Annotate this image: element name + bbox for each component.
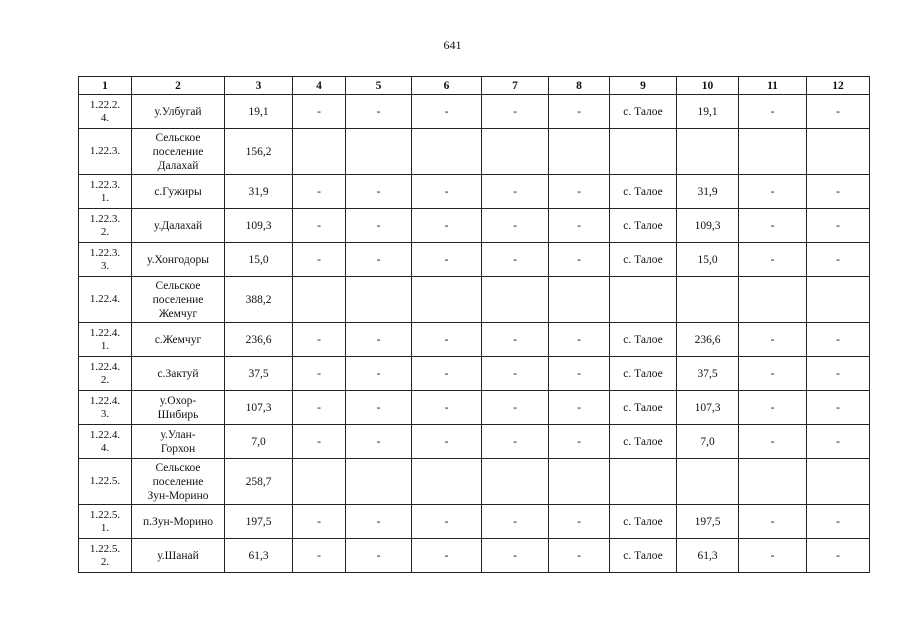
table-cell-col-11: - — [739, 323, 807, 357]
table-cell-col-1: 1.22.4. 3. — [79, 391, 132, 425]
table-cell-col-12: - — [807, 505, 870, 539]
table-cell-col-12: - — [807, 243, 870, 277]
table-row-settlement-group — [79, 459, 870, 505]
table-cell-col-8: - — [549, 539, 610, 573]
table-cell-col-12 — [807, 129, 870, 175]
table-cell-col-6: - — [412, 357, 482, 391]
table-cell-col-7: - — [482, 209, 549, 243]
table-cell-col-6 — [412, 277, 482, 323]
table-cell-col-12: - — [807, 391, 870, 425]
col-header-3: 3 — [225, 77, 293, 95]
table-cell-col-4 — [293, 129, 346, 175]
table-row — [79, 425, 870, 459]
table-cell-col-12: - — [807, 425, 870, 459]
table-cell-col-5: - — [346, 505, 412, 539]
table-cell-col-8: - — [549, 175, 610, 209]
table-cell-col-9: с. Талое — [610, 539, 677, 573]
table-cell-col-9: с. Талое — [610, 175, 677, 209]
table-cell-col-1: 1.22.3. 1. — [79, 175, 132, 209]
table-cell-col-7 — [482, 129, 549, 175]
table-cell-col-8 — [549, 459, 610, 505]
table-cell-col-2: у.Хонгодоры — [132, 243, 225, 277]
table-row — [79, 357, 870, 391]
table-cell-col-6 — [412, 129, 482, 175]
table-cell-col-7: - — [482, 243, 549, 277]
table-cell-col-7: - — [482, 539, 549, 573]
table-cell-col-5: - — [346, 175, 412, 209]
table-cell-col-9: с. Талое — [610, 505, 677, 539]
table-cell-col-10 — [677, 129, 739, 175]
table-cell-col-2: у.Улан- Горхон — [132, 425, 225, 459]
table-cell-col-11: - — [739, 539, 807, 573]
table-cell-col-9: с. Талое — [610, 323, 677, 357]
table-cell-col-7: - — [482, 425, 549, 459]
table-cell-col-12: - — [807, 209, 870, 243]
table-cell-col-2: у.Охор- Шибирь — [132, 391, 225, 425]
table-cell-col-5: - — [346, 425, 412, 459]
table-cell-col-11: - — [739, 209, 807, 243]
table-cell-col-2: с.Жемчуг — [132, 323, 225, 357]
table-cell-col-6: - — [412, 539, 482, 573]
table-cell-col-5: - — [346, 243, 412, 277]
table-row — [79, 175, 870, 209]
table-cell-col-1: 1.22.4. — [79, 277, 132, 323]
table-cell-col-3: 61,3 — [225, 539, 293, 573]
table-cell-col-4: - — [293, 505, 346, 539]
table-cell-col-6: - — [412, 175, 482, 209]
table-cell-col-1: 1.22.5. 2. — [79, 539, 132, 573]
table-cell-col-9: с. Талое — [610, 391, 677, 425]
col-header-12: 12 — [807, 77, 870, 95]
table-cell-col-10: 31,9 — [677, 175, 739, 209]
table-cell-col-3: 7,0 — [225, 425, 293, 459]
table-cell-col-9: с. Талое — [610, 243, 677, 277]
table-cell-col-8: - — [549, 323, 610, 357]
table-cell-col-1: 1.22.5. — [79, 459, 132, 505]
table-cell-col-5: - — [346, 539, 412, 573]
table-cell-col-7: - — [482, 95, 549, 129]
table-cell-col-2: с.Гужиры — [132, 175, 225, 209]
table-cell-col-8: - — [549, 425, 610, 459]
table-row — [79, 391, 870, 425]
table-cell-col-10: 7,0 — [677, 425, 739, 459]
table-cell-col-1: 1.22.2. 4. — [79, 95, 132, 129]
table-cell-col-6: - — [412, 95, 482, 129]
table-cell-col-6: - — [412, 425, 482, 459]
table-cell-col-7: - — [482, 505, 549, 539]
table-cell-col-1: 1.22.4. 1. — [79, 323, 132, 357]
page-number: 641 — [443, 38, 462, 52]
table-cell-col-9 — [610, 129, 677, 175]
table-cell-col-8: - — [549, 357, 610, 391]
table-cell-col-3: 197,5 — [225, 505, 293, 539]
col-header-6: 6 — [412, 77, 482, 95]
table-cell-col-10 — [677, 277, 739, 323]
table-cell-col-2: Сельское поселение Зун-Морино — [132, 459, 225, 505]
table-cell-col-5 — [346, 277, 412, 323]
table-cell-col-3: 156,2 — [225, 129, 293, 175]
table-cell-col-2: Сельское поселение Далахай — [132, 129, 225, 175]
table-cell-col-9 — [610, 459, 677, 505]
table-cell-col-9 — [610, 277, 677, 323]
table-cell-col-3: 31,9 — [225, 175, 293, 209]
table-cell-col-12: - — [807, 175, 870, 209]
table-cell-col-5: - — [346, 391, 412, 425]
table-cell-col-8: - — [549, 391, 610, 425]
table-cell-col-8 — [549, 129, 610, 175]
table-cell-col-6: - — [412, 209, 482, 243]
table-cell-col-11 — [739, 459, 807, 505]
table-row-settlement-group — [79, 277, 870, 323]
table-cell-col-8 — [549, 277, 610, 323]
settlement-table — [78, 76, 870, 573]
table-cell-col-4: - — [293, 425, 346, 459]
table-cell-col-6: - — [412, 243, 482, 277]
col-header-2: 2 — [132, 77, 225, 95]
table-cell-col-3: 37,5 — [225, 357, 293, 391]
table-cell-col-5: - — [346, 357, 412, 391]
table-cell-col-4: - — [293, 391, 346, 425]
table-cell-col-7 — [482, 459, 549, 505]
table-cell-col-10: 19,1 — [677, 95, 739, 129]
col-header-7: 7 — [482, 77, 549, 95]
table-cell-col-3: 19,1 — [225, 95, 293, 129]
table-row — [79, 323, 870, 357]
table-cell-col-4: - — [293, 357, 346, 391]
table-cell-col-10: 197,5 — [677, 505, 739, 539]
table-cell-col-4: - — [293, 95, 346, 129]
table-cell-col-8: - — [549, 243, 610, 277]
table-cell-col-11: - — [739, 505, 807, 539]
table-cell-col-11 — [739, 277, 807, 323]
table-cell-col-1: 1.22.3. 2. — [79, 209, 132, 243]
col-header-5: 5 — [346, 77, 412, 95]
table-cell-col-5: - — [346, 209, 412, 243]
table-body — [79, 95, 870, 573]
col-header-9: 9 — [610, 77, 677, 95]
table-cell-col-8: - — [549, 209, 610, 243]
table-cell-col-12: - — [807, 539, 870, 573]
table-row — [79, 95, 870, 129]
table-cell-col-7: - — [482, 323, 549, 357]
table-cell-col-11: - — [739, 243, 807, 277]
table-cell-col-1: 1.22.3. — [79, 129, 132, 175]
table-cell-col-6: - — [412, 391, 482, 425]
table-cell-col-2: Сельское поселение Жемчуг — [132, 277, 225, 323]
table-cell-col-10: 236,6 — [677, 323, 739, 357]
table-cell-col-7: - — [482, 357, 549, 391]
table-cell-col-11 — [739, 129, 807, 175]
table-cell-col-2: п.Зун-Морино — [132, 505, 225, 539]
table-cell-col-5: - — [346, 323, 412, 357]
table-cell-col-2: с.Зактуй — [132, 357, 225, 391]
table-cell-col-4: - — [293, 323, 346, 357]
table-cell-col-1: 1.22.4. 2. — [79, 357, 132, 391]
table-cell-col-11: - — [739, 175, 807, 209]
table-cell-col-10: 61,3 — [677, 539, 739, 573]
table-cell-col-2: у.Шанай — [132, 539, 225, 573]
table-cell-col-3: 388,2 — [225, 277, 293, 323]
table-cell-col-2: у.Улбугай — [132, 95, 225, 129]
table-row — [79, 505, 870, 539]
table-cell-col-4 — [293, 459, 346, 505]
table-row — [79, 243, 870, 277]
table-cell-col-11: - — [739, 425, 807, 459]
table-cell-col-10 — [677, 459, 739, 505]
col-header-8: 8 — [549, 77, 610, 95]
table-cell-col-10: 107,3 — [677, 391, 739, 425]
table-cell-col-12: - — [807, 357, 870, 391]
table-row-settlement-group — [79, 129, 870, 175]
table-cell-col-3: 109,3 — [225, 209, 293, 243]
table-cell-col-6: - — [412, 323, 482, 357]
table-cell-col-12 — [807, 459, 870, 505]
table-cell-col-2: у.Далахай — [132, 209, 225, 243]
table-cell-col-7: - — [482, 391, 549, 425]
table-cell-col-8: - — [549, 505, 610, 539]
table-cell-col-3: 15,0 — [225, 243, 293, 277]
header-row — [79, 77, 870, 95]
table-cell-col-11: - — [739, 95, 807, 129]
table-cell-col-5: - — [346, 95, 412, 129]
table-cell-col-4: - — [293, 175, 346, 209]
table-cell-col-12: - — [807, 323, 870, 357]
table-cell-col-9: с. Талое — [610, 209, 677, 243]
table-cell-col-4: - — [293, 209, 346, 243]
table-cell-col-10: 109,3 — [677, 209, 739, 243]
table-cell-col-7: - — [482, 175, 549, 209]
table-cell-col-9: с. Талое — [610, 357, 677, 391]
table-cell-col-4: - — [293, 539, 346, 573]
table-cell-col-3: 236,6 — [225, 323, 293, 357]
col-header-10: 10 — [677, 77, 739, 95]
table-cell-col-1: 1.22.4. 4. — [79, 425, 132, 459]
table-cell-col-6 — [412, 459, 482, 505]
table-cell-col-12: - — [807, 95, 870, 129]
table-cell-col-11: - — [739, 357, 807, 391]
table-row — [79, 209, 870, 243]
table-row — [79, 539, 870, 573]
table-cell-col-3: 258,7 — [225, 459, 293, 505]
table-cell-col-11: - — [739, 391, 807, 425]
table-cell-col-10: 37,5 — [677, 357, 739, 391]
table-cell-col-12 — [807, 277, 870, 323]
col-header-4: 4 — [293, 77, 346, 95]
col-header-11: 11 — [739, 77, 807, 95]
table-cell-col-4 — [293, 277, 346, 323]
table-cell-col-1: 1.22.5. 1. — [79, 505, 132, 539]
table-cell-col-5 — [346, 129, 412, 175]
table-cell-col-7 — [482, 277, 549, 323]
table-cell-col-4: - — [293, 243, 346, 277]
table-cell-col-8: - — [549, 95, 610, 129]
table-cell-col-10: 15,0 — [677, 243, 739, 277]
col-header-1: 1 — [79, 77, 132, 95]
table-cell-col-9: с. Талое — [610, 425, 677, 459]
table-cell-col-6: - — [412, 505, 482, 539]
table-cell-col-9: с. Талое — [610, 95, 677, 129]
table-cell-col-5 — [346, 459, 412, 505]
table-cell-col-1: 1.22.3. 3. — [79, 243, 132, 277]
table-cell-col-3: 107,3 — [225, 391, 293, 425]
